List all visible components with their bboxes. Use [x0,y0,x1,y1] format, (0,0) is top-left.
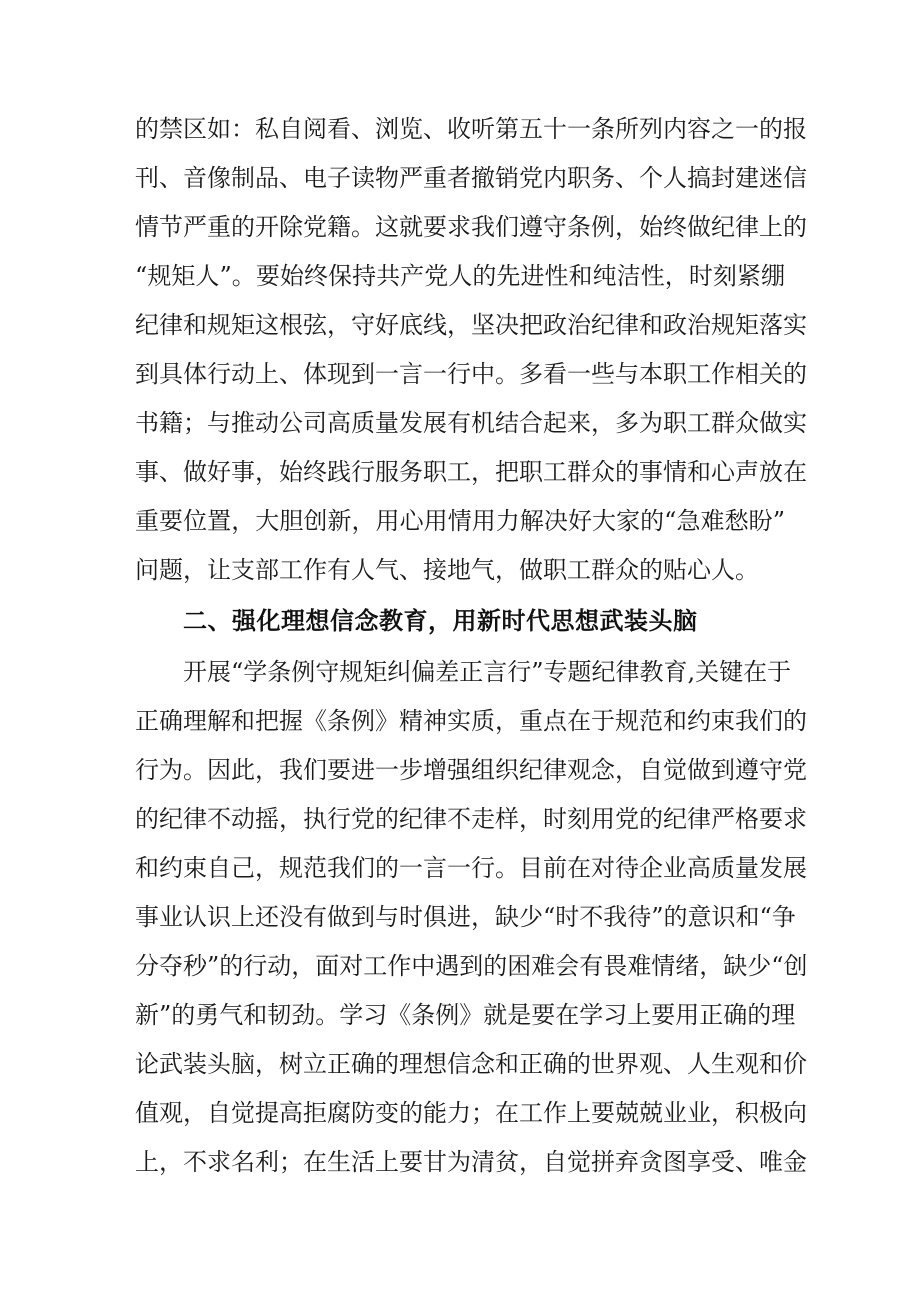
paragraph-1-line-8: 事、做好事，始终践行服务职工，把职工群众的事情和心声放在 [135,458,807,486]
paragraph-1-line-3: 情节严重的开除党籍。这就要求我们遵守条例，始终做纪律上的 [135,213,807,241]
paragraph-2-line-4: 的纪律不动摇，执行党的纪律不走样，时刻用党的纪律严格要求 [135,805,807,833]
paragraph-2-line-10: 值观，自觉提高拒腐防变的能力；在工作上要兢兢业业，积极向 [135,1099,807,1127]
paragraph-2-line-9: 论武装头脑，树立正确的理想信念和正确的世界观、人生观和价 [135,1050,807,1078]
paragraph-2-line-7: 分夺秒”的行动，面对工作中遇到的困难会有畏难情绪，缺少“创 [135,952,808,980]
paragraph-2-line-5: 和约束自己，规范我们的一言一行。目前在对待企业高质量发展 [135,854,807,882]
section-heading-2: 二、强化理想信念教育，用新时代思想武装头脑 [183,607,698,635]
paragraph-2-line-2: 正确理解和把握《条例》精神实质，重点在于规范和约束我们的 [135,707,807,735]
paragraph-1-line-6: 到具体行动上、体现到一言一行中。多看一些与本职工作相关的 [135,360,807,388]
paragraph-2-line-8: 新”的勇气和韧劲。学习《条例》就是要在学习上要用正确的理 [135,1001,796,1029]
paragraph-1-line-4: “规矩人”。要始终保持共产党人的先进性和纯洁性，时刻紧绷 [135,262,785,290]
paragraph-1-line-9: 重要位置，大胆创新，用心用情用力解决好大家的“急难愁盼” [135,507,785,535]
paragraph-1-line-2: 刊、音像制品、电子读物严重者撤销党内职务、个人搞封建迷信 [135,164,807,192]
paragraph-1-line-5: 纪律和规矩这根弦，守好底线，坚决把政治纪律和政治规矩落实 [135,311,807,339]
paragraph-2-line-11: 上，不求名利；在生活上要甘为清贫，自觉拼弃贪图享受、唯金 [135,1148,807,1176]
paragraph-1-line-7: 书籍；与推动公司高质量发展有机结合起来，多为职工群众做实 [135,409,807,437]
paragraph-2-line-1: 开展“学条例守规矩纠偏差正言行”专题纪律教育,关键在于 [183,658,792,686]
paragraph-2-line-3: 行为。因此，我们要进一步增强组织纪律观念，自觉做到遵守党 [135,756,807,784]
paragraph-1-line-10: 问题，让支部工作有人气、接地气，做职工群众的贴心人。 [135,556,759,584]
paragraph-1-line-1: 的禁区如：私自阅看、浏览、收听第五十一条所列内容之一的报 [135,115,807,143]
paragraph-2-line-6: 事业认识上还没有做到与时俱进，缺少“时不我待”的意识和“争 [135,903,796,931]
